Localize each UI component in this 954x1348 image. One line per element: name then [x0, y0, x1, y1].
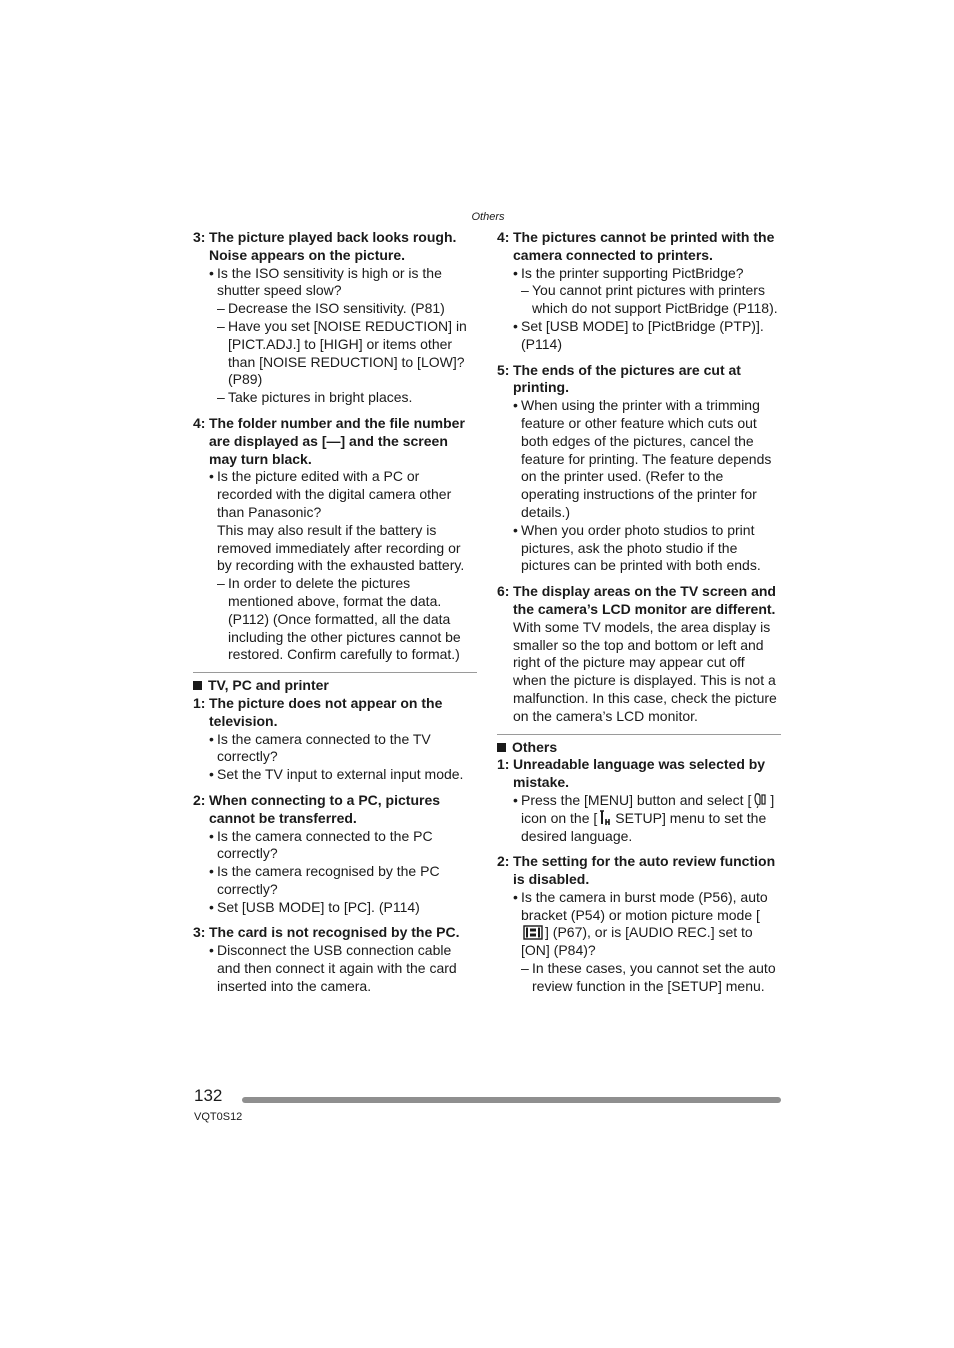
question-text: The picture played back looks rough. Noise appears on the picture. [209, 229, 457, 263]
question-text: The card is not recognised by the PC. [209, 924, 460, 941]
question-number: 4: [193, 414, 206, 431]
section-title: Others [512, 738, 558, 755]
faq-item [497, 853, 781, 995]
question [497, 362, 781, 398]
note-paragraph: This may also result if the battery is removed immediately after recording or by recording with the exhausted battery. [217, 521, 465, 574]
bullet-point [209, 468, 477, 521]
dash-text: In these cases, you cannot set the auto review function in the [SETUP] menu. [532, 960, 776, 994]
bullet-text: Disconnect the USB connection cable and then connect it again with the card inserted into the camera. [217, 942, 457, 994]
question-number: 2: [193, 791, 206, 808]
bullet-mark: • [513, 317, 518, 334]
question [497, 229, 781, 265]
bullet-mark: • [513, 791, 518, 808]
left-column [193, 229, 477, 1004]
bullet-mark: • [209, 827, 214, 844]
square-bullet-icon [497, 743, 506, 752]
bullet-mark: • [209, 468, 214, 485]
faq-item [193, 792, 477, 917]
question-number: 1: [193, 694, 206, 711]
bullet-text: Is the camera recognised by the PC correctly? [217, 863, 440, 897]
right-column [497, 229, 781, 1004]
question [193, 229, 477, 265]
bullet-text-part: Is the camera in burst mode (P56), auto bracket (P54) or motion picture mode [ [521, 888, 768, 923]
faq-item [193, 415, 477, 664]
question-number: 1: [497, 756, 510, 773]
bullet-mark: • [209, 766, 214, 783]
section-heading-tv-pc-printer [193, 672, 477, 695]
bullet-text: Is the camera connected to the TV correctly? [217, 730, 431, 765]
question-number: 2: [497, 853, 510, 870]
bullet-point [513, 522, 781, 575]
question-text: The pictures cannot be printed with the camera connected to printers. [513, 229, 775, 263]
dash-text: Decrease the ISO sensitivity. (P81) [228, 300, 445, 317]
bullet-point [513, 318, 781, 354]
question-text: When connecting to a PC, pictures cannot be transferred. [209, 791, 441, 826]
section-header: Others [471, 211, 505, 223]
bullet-text [521, 889, 781, 960]
question [497, 756, 781, 792]
motion-picture-icon [523, 925, 543, 940]
dash-text: Have you set [NOISE REDUCTION] in [PICT.ADJ.] to [HIGH] or items other than [NOISE REDUCTION] to [LOW]? (P89) [228, 317, 467, 388]
dash-mark: – [521, 282, 529, 299]
bullet-mark: • [209, 942, 214, 959]
bullet-text: When using the printer with a trimming feature or other feature which cuts out both edges of the pictures, cancel the feature for printing. The feature depends on the printer used. (Refer to the operating instructions of the printer for details.) [521, 397, 772, 520]
bullet-text-part: SETUP] menu to set the desired language. [521, 809, 767, 844]
dash-mark: – [217, 389, 225, 406]
dash-text: You cannot print pictures with printers which do not support PictBridge (P118). [532, 282, 778, 317]
bullet-mark: • [513, 521, 518, 538]
bullet-point [209, 731, 477, 767]
bullet-point [513, 265, 781, 283]
bullet-text-part: ] (P67), or is [AUDIO REC.] set to [ON] (P84)? [521, 924, 753, 959]
bullet-mark: • [209, 898, 214, 915]
question-text: The folder number and the file number are displayed as [—] and the screen may turn black. [209, 414, 465, 467]
bullet-mark: • [513, 397, 518, 414]
square-bullet-icon [193, 681, 202, 690]
bullet-mark: • [513, 888, 518, 905]
bullet-point [209, 863, 477, 899]
bullet-mark: • [209, 863, 214, 880]
bullet-text-part: ] icon on the [ [521, 791, 775, 826]
bullet-text-part: Press the [MENU] button and select [ [521, 791, 752, 808]
faq-item [497, 229, 781, 354]
question-text: Unreadable language was selected by mistake. [513, 756, 766, 791]
bullet-text: Set the TV input to external input mode. [217, 766, 464, 783]
bullet-point [209, 899, 477, 917]
footer-bar [242, 1097, 781, 1103]
bullet-point [209, 828, 477, 864]
dash-text: Take pictures in bright places. [228, 389, 413, 406]
setup-wrench-icon [599, 810, 613, 826]
dash-point [217, 318, 477, 389]
question-number: 3: [193, 229, 206, 245]
bullet-text: Is the printer supporting PictBridge? [521, 264, 744, 281]
bullet-mark: • [209, 730, 214, 747]
dash-point [217, 300, 477, 318]
section-title: TV, PC and printer [208, 677, 329, 694]
question [497, 583, 781, 619]
question-text: The setting for the auto review function is disabled. [513, 853, 776, 888]
dash-text: In order to delete the pictures mentioned above, format the data. (P112) (Once formatted, all the data including the other pictures cannot be restored. Confirm carefully to format.) [228, 575, 461, 663]
question-text: The picture does not appear on the television. [209, 694, 443, 729]
bullet-point [209, 766, 477, 784]
faq-item [497, 756, 781, 845]
dash-point [521, 282, 781, 318]
question [193, 924, 477, 942]
question-text: The ends of the pictures are cut at printing. [513, 361, 741, 396]
bullet-text: Is the picture edited with a PC or recorded with the digital camera other than Panasonic? [217, 468, 452, 520]
model-code: VQT0S12 [194, 1111, 243, 1123]
dash-point [217, 389, 477, 407]
bullet-mark: • [209, 264, 214, 281]
faq-item [193, 229, 477, 407]
dash-mark: – [521, 960, 529, 977]
question-number: 6: [497, 583, 510, 600]
dash-mark: – [217, 317, 225, 334]
question-number: 3: [193, 924, 206, 941]
dash-point [217, 575, 477, 664]
bullet-text: Set [USB MODE] to [PC]. (P114) [217, 898, 420, 915]
question [193, 415, 477, 468]
dash-point [521, 960, 781, 996]
faq-item [497, 362, 781, 576]
bullet-text: When you order photo studios to print pictures, ask the photo studio if the pictures can be printed with both ends. [521, 521, 761, 574]
bullet-mark: • [513, 264, 518, 281]
dash-mark: – [217, 575, 225, 592]
bullet-text: Is the camera connected to the PC correctly? [217, 827, 433, 862]
bullet-text: Set [USB MODE] to [PictBridge (PTP)]. (P114) [521, 317, 764, 352]
question-number: 5: [497, 361, 510, 378]
question [193, 792, 477, 828]
dash-mark: – [217, 300, 225, 317]
answer-paragraph: With some TV models, the area display is smaller so the top and bottom or left and right of the picture may appear cut off when the picture is displayed. This is not a malfunction. In this case, check the picture on the camera’s LCD monitor. [513, 618, 777, 724]
question [497, 853, 781, 889]
faq-item [193, 695, 477, 784]
faq-item [497, 583, 781, 725]
bullet-point [513, 397, 781, 522]
faq-item [193, 924, 477, 995]
bullet-text [521, 792, 781, 845]
bullet-point [209, 265, 477, 301]
question-number: 4: [497, 229, 510, 245]
bullet-point [513, 889, 781, 960]
bullet-point [513, 792, 781, 845]
section-heading-others [497, 734, 781, 757]
bullet-text: Is the ISO sensitivity is high or is the shutter speed slow? [217, 264, 442, 299]
question-text: The display areas on the TV screen and the camera’s LCD monitor are different. [513, 583, 776, 617]
language-icon [753, 792, 768, 808]
page-number: 132 [194, 1086, 223, 1105]
question [193, 695, 477, 731]
bullet-point [209, 942, 477, 995]
